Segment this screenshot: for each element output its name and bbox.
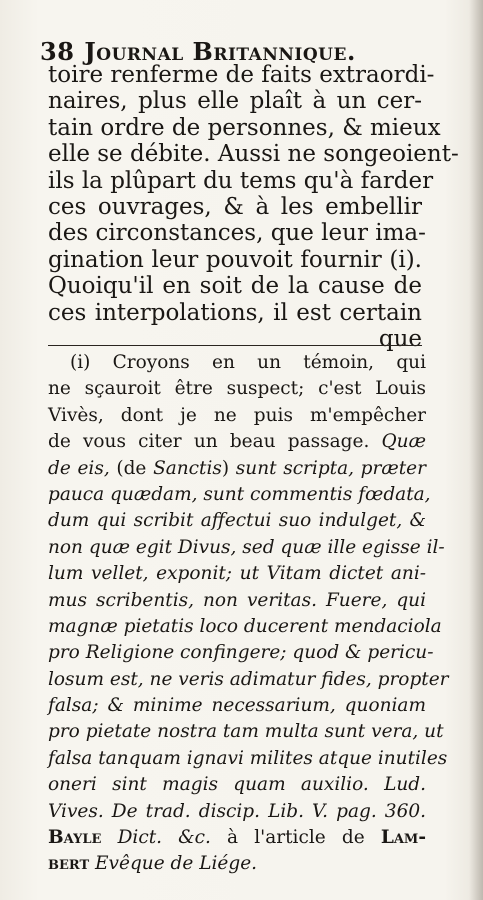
footnote-line: pro Religione confingere; quod & pericu- (48, 642, 434, 664)
footnote-text: ne sçauroit être suspect; c'est Louis (48, 378, 426, 400)
footnote-line: falsa; & minime necessarium, quoniam (48, 695, 426, 717)
text-line: des circonstances, que leur ima- (48, 220, 426, 247)
author-name: Bayle (48, 827, 102, 849)
footnote-line: magnæ pietatis loco ducerent mendaciola (48, 615, 442, 637)
footnote-text: à l'article de (227, 827, 365, 849)
footnote-line (48, 851, 426, 877)
footnote-latin: sunt scripta, præter (235, 457, 426, 479)
footnote-latin: Dict. &c. (117, 827, 211, 849)
footnote-text: Vivès, dont je ne puis m'empêcher (48, 404, 426, 426)
journal-title: Journal Britannique. (84, 37, 356, 66)
footnote-line: losum est, ne veris adimatur fides, propter (48, 668, 449, 690)
page-number: 38 (40, 37, 75, 66)
footnote-line (48, 350, 426, 376)
footnote-line: Vives. De trad. discip. Lib. V. pag. 360. (48, 800, 426, 822)
text-line: ces ouvrages, & à les embellir (48, 193, 422, 220)
footnote-text: de vous citer un beau passage. (48, 431, 370, 453)
page-gutter-shadow (469, 0, 483, 900)
footnote-latin: Evêque de Liége. (95, 853, 258, 875)
text-line: tain ordre de personnes, & mieux (48, 114, 441, 141)
catchword: que (378, 325, 422, 352)
author-name: Lam- (380, 827, 426, 849)
text-line: naires, plus elle plaît à un cer- (48, 88, 422, 115)
footnote-line: pro pietate nostra tam multa sunt vera, ut (48, 721, 444, 743)
footnote-line (48, 825, 426, 851)
footnote-line (48, 376, 426, 402)
text-line: ces interpolations, il est certain (48, 299, 422, 326)
footnote-line: mus scribentis, non veritas. Fuere, qui (48, 589, 426, 611)
text-line: toire renferme de faits extraordi- (48, 62, 435, 88)
footnote-line: non quæ egit Divus, sed quæ ille egisse il- (48, 536, 445, 558)
footnote-latin: Quæ (381, 431, 426, 453)
text-line: elle se débite. Aussi ne songeoient- (48, 141, 459, 168)
footnote-line: pauca quædam, sunt commentis fœdata, (48, 483, 431, 505)
text-line: Quoiqu'il en soit de la cause de (48, 273, 422, 300)
footnote (48, 350, 449, 878)
footnote-line: dum qui scribit affectui suo indulget, & (48, 510, 426, 532)
footnote-line (48, 403, 426, 429)
footnote-rule (48, 345, 422, 346)
main-text (48, 62, 459, 352)
text-line: ils la plûpart du tems qu'à farder (48, 167, 434, 194)
footnote-line: lum vellet, exponit; ut Vitam dictet ani- (48, 563, 426, 585)
footnote-text: ) (221, 457, 230, 479)
footnote-text: (i) Croyons en un témoin, qui (70, 352, 426, 373)
footnote-line (48, 456, 426, 482)
footnote-line: oneri sint magis quam auxilio. Lud. (48, 774, 426, 796)
footnote-latin: Sanctis (153, 457, 222, 479)
author-name: bert (48, 853, 90, 875)
footnote-line (48, 429, 426, 455)
footnote-text: (de (116, 457, 147, 479)
footnote-latin: de eis, (48, 457, 110, 479)
footnote-line: falsa tanquam ignavi milites atque inutiles (48, 747, 448, 769)
text-line: gination leur pouvoit fournir (i). (48, 246, 422, 273)
